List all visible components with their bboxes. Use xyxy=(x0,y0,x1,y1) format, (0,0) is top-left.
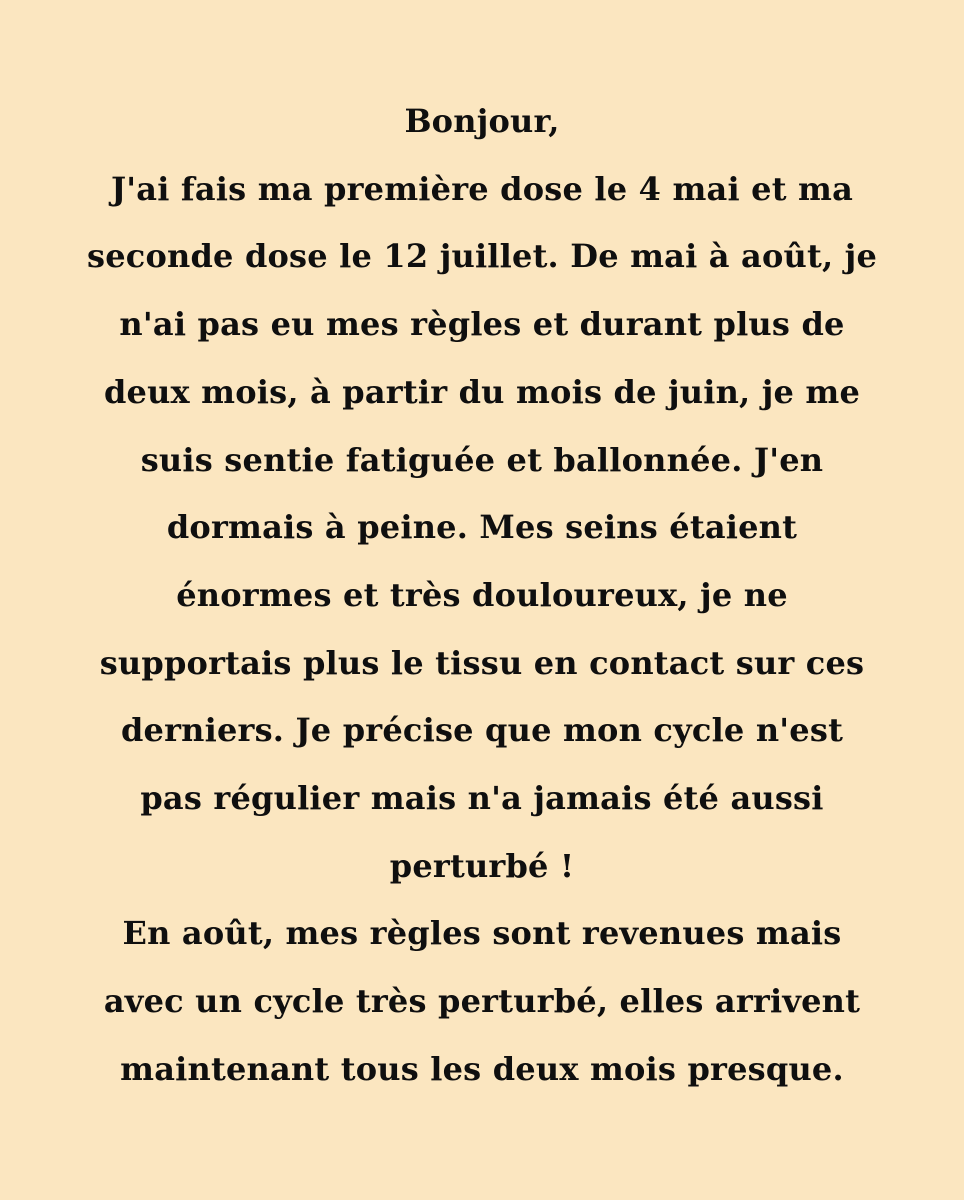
letter-line: pas régulier mais n'a jamais été aussi xyxy=(140,779,824,818)
letter-line: n'ai pas eu mes règles et durant plus de xyxy=(119,305,845,344)
letter-line: énormes et très douloureux, je ne xyxy=(176,575,788,614)
letter-line: supportais plus le tissu en contact sur ces xyxy=(99,643,865,682)
letter-text xyxy=(40,88,924,1104)
letter-line-greeting: Bonjour, xyxy=(404,102,560,140)
letter-line: avec un cycle très perturbé, elles arrivent xyxy=(103,982,861,1021)
letter-line: derniers. Je précise que mon cycle n'est xyxy=(120,711,844,750)
letter-line: deux mois, à partir du mois de juin, je me xyxy=(103,372,861,411)
letter-line: J'ai fais ma première dose le 4 mai et ma xyxy=(110,169,854,208)
letter-line: perturbé ! xyxy=(389,846,575,885)
letter-line: suis sentie fatiguée et ballonnée. J'en xyxy=(140,440,824,479)
letter-line: dormais à peine. Mes seins étaient xyxy=(166,508,798,547)
letter-line: En août, mes règles sont revenues mais xyxy=(122,914,842,953)
letter-line: seconde dose le 12 juillet. De mai à août, je xyxy=(87,237,877,276)
letter-line: maintenant tous les deux mois presque. xyxy=(120,1049,844,1088)
